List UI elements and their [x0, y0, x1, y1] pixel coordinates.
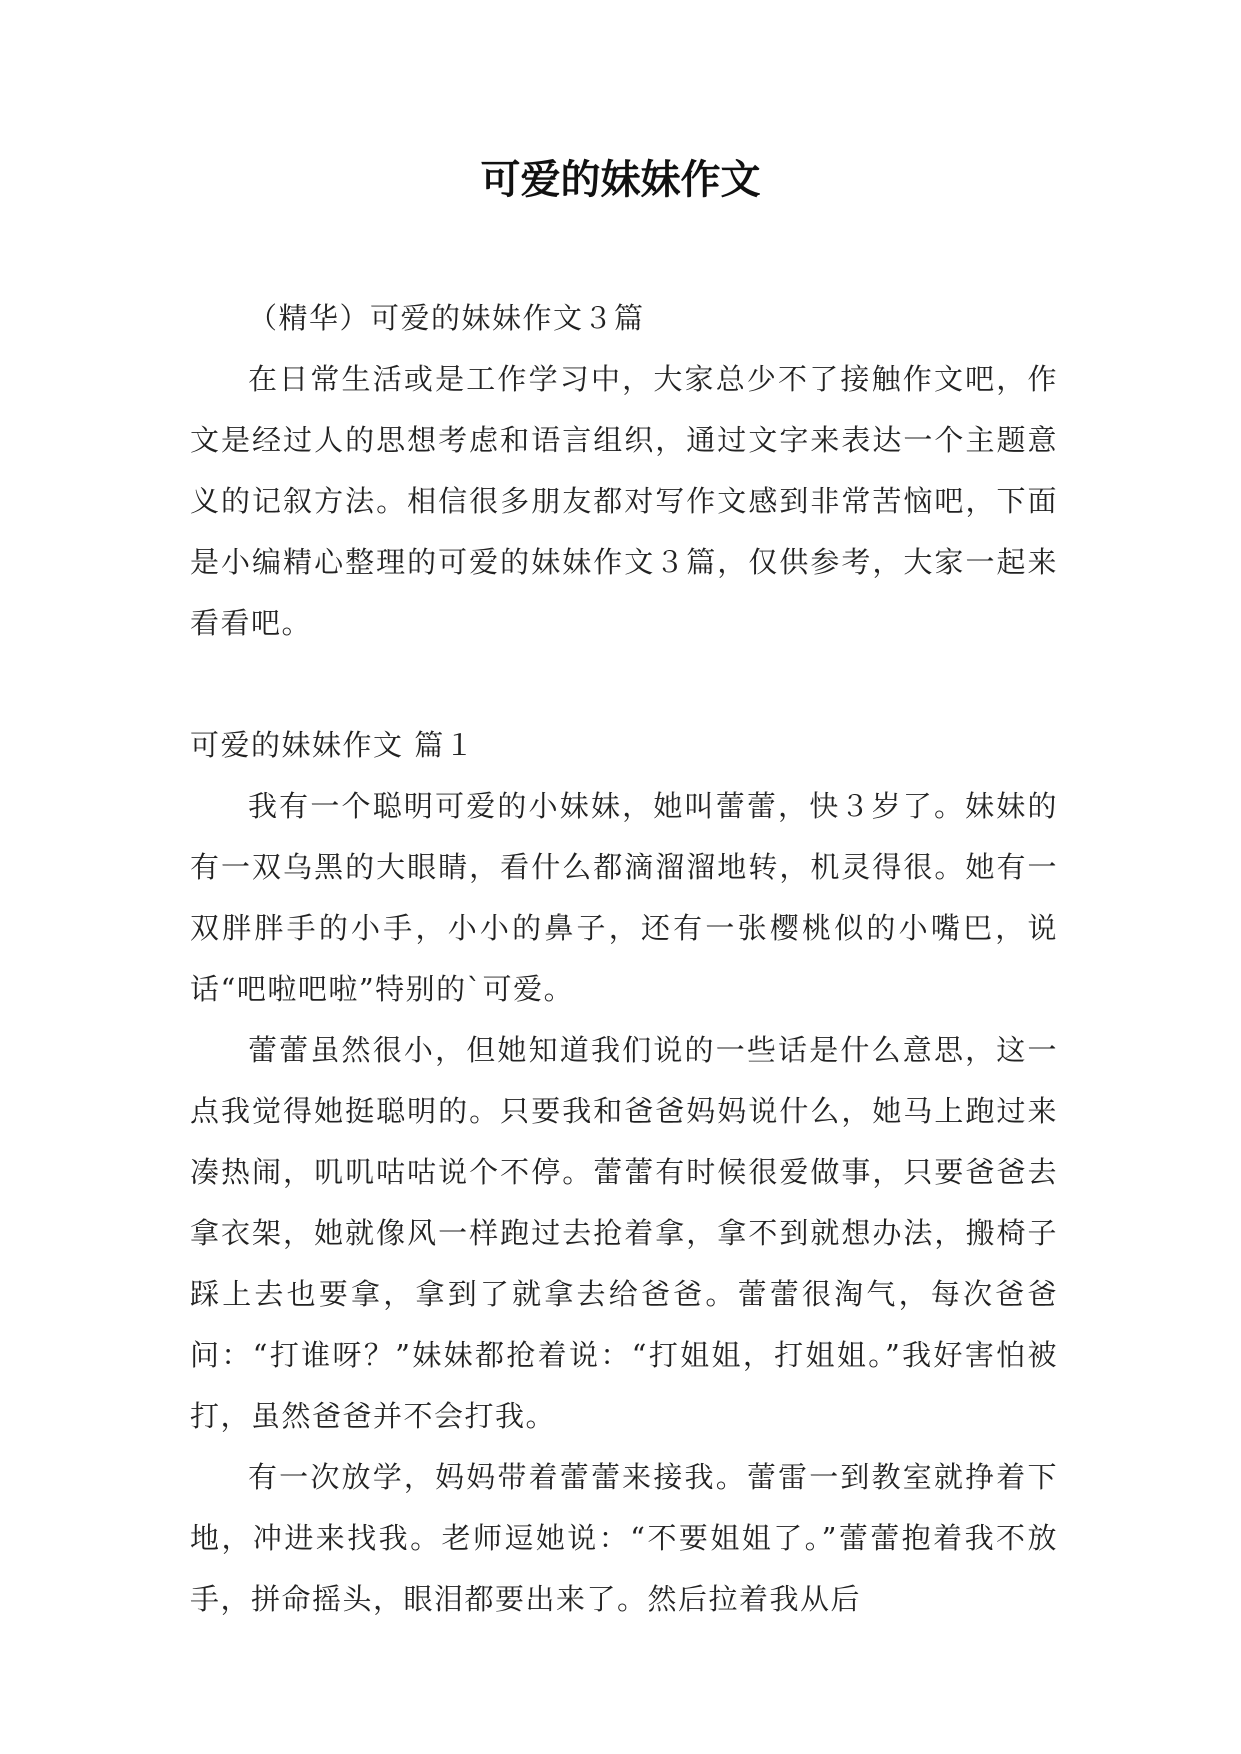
- body-paragraph: 我有一个聪明可爱的小妹妹，她叫蕾蕾，快３岁了。妹妹的有一双乌黑的大眼睛，看什么都滴溜溜地转，机灵得很。她有一双胖胖手的小手，小小的鼻子，还有一张樱桃似的小嘴巴，说话“吧啦吧啦”特别的`可爱。: [190, 789, 1058, 1006]
- document-body: [190, 288, 1058, 1630]
- page-title: 可爱的妹妹作文: [480, 157, 761, 203]
- body-paragraph: 蕾蕾虽然很小，但她知道我们说的一些话是什么意思，这一点我觉得她挺聪明的。只要我和爸爸妈妈说什么，她马上跑过来凑热闹，叽叽咕咕说个不停。蕾蕾有时候很爱做事，只要爸爸去拿衣架，她就像风一样跑过去抢着拿，拿不到就想办法，搬椅子踩上去也要拿，拿到了就拿去给爸爸。蕾蕾很淘气，每次爸爸问：“打谁呀？”妹妹都抢着说：“打姐姐，打姐姐。”我好害怕被打，虽然爸爸并不会打我。: [190, 1033, 1058, 1433]
- intro-paragraph: 在日常生活或是工作学习中，大家总少不了接触作文吧，作文是经过人的思想考虑和语言组织，通过文字来表达一个主题意义的记叙方法。相信很多朋友都对写作文感到非常苦恼吧，下面是小编精心整理的可爱的妹妹作文３篇，仅供参考，大家一起来看看吧。: [190, 362, 1058, 640]
- spacer: [190, 654, 1058, 715]
- body-paragraph: 有一次放学，妈妈带着蕾蕾来接我。蕾雷一到教室就挣着下地，冲进来找我。老师逗她说：“不要姐姐了。”蕾蕾抱着我不放手，拼命摇头，眼泪都要出来了。然后拉着我从后: [190, 1460, 1058, 1616]
- section-heading: 可爱的妹妹作文 篇１: [190, 728, 476, 762]
- subtitle: （精华）可爱的妹妹作文３篇: [248, 301, 645, 335]
